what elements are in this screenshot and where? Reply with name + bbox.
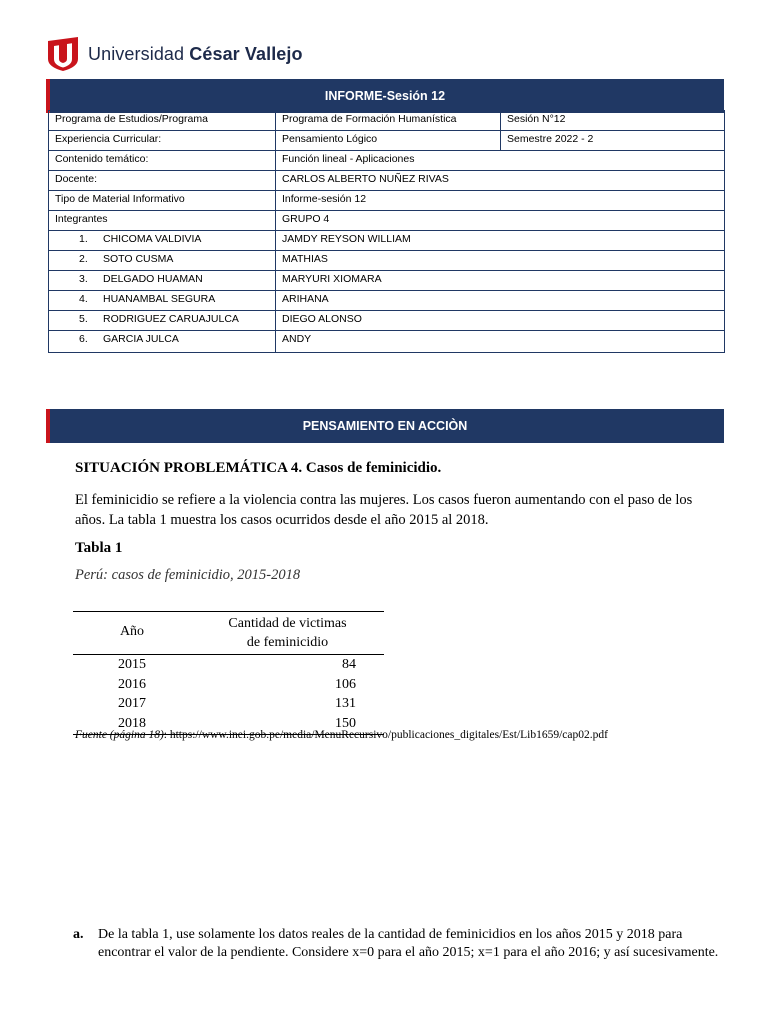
member-surname: 6. GARCIA JULCA	[49, 331, 276, 353]
year-cell: 2017	[118, 696, 146, 711]
member-name: MARYURI XIOMARA	[276, 271, 725, 291]
year-cell: 2015	[118, 657, 146, 672]
value-cell: 131	[335, 696, 356, 711]
member-row	[49, 331, 725, 353]
section-title: PENSAMIENTO EN ACCIÒN	[302, 419, 468, 433]
tipo-label: Tipo de Material Informativo	[49, 191, 276, 211]
table-cell: Semestre 2022 - 2	[501, 131, 725, 151]
member-name: JAMDY REYSON WILLIAM	[276, 231, 725, 251]
member-row	[49, 291, 725, 311]
member-name: MATHIAS	[276, 251, 725, 271]
col-count-header: Cantidad de victimas de feminicidio	[228, 616, 347, 650]
table-row	[73, 695, 384, 715]
table-row	[73, 656, 384, 676]
member-surname: 2. SOTO CUSMA	[49, 251, 276, 271]
question-text: De la tabla 1, use solamente los datos reales de la cantidad de feminicidios en los años 2015 y 2018 para encontrar el valor de la pendiente. Considere x=0 para el año 2015; x=1 para el año 2016; y así sucesivamente.	[98, 927, 719, 960]
question-label: a.	[73, 927, 84, 942]
table-source: Fuente (página 18): https://www.inei.gob.pe/media/MenuRecursivo/publicaciones_digitales/Est/Lib1659/cap02.pdf	[75, 729, 608, 741]
member-row	[49, 271, 725, 291]
integrantes-value: GRUPO 4	[276, 211, 725, 231]
table-cell: Sesión N°12	[501, 111, 725, 131]
informe-title: INFORME-Sesión 12	[324, 89, 446, 103]
ucv-shield-icon	[48, 37, 78, 71]
problem-title: SITUACIÓN PROBLEMÁTICA 4. Casos de feminicidio.	[75, 460, 442, 476]
section-title-band	[46, 409, 724, 443]
source-link: : https://www.inei.gob.pe/media/MenuRecursivo/publicaciones_digitales/Est/Lib1659/cap02.pdf	[163, 729, 608, 741]
docente-value: CARLOS ALBERTO NUÑEZ RIVAS	[276, 171, 725, 191]
table-cell: Programa de Estudios/Programa	[49, 111, 276, 131]
table-cell: Pensamiento Lógico	[276, 131, 501, 151]
university-logo	[48, 36, 303, 72]
informe-title-band	[46, 79, 724, 113]
value-cell: 150	[335, 715, 356, 731]
question-a	[73, 926, 723, 962]
docente-label: Docente:	[49, 171, 276, 191]
year-cell: 2018	[118, 715, 146, 731]
member-row	[49, 231, 725, 251]
member-surname: 3. DELGADO HUAMAN	[49, 271, 276, 291]
feminicide-table	[73, 611, 384, 735]
logo-text: Universidad César Vallejo	[88, 43, 303, 64]
table-cell: Experiencia Curricular:	[49, 131, 276, 151]
value-cell: 106	[335, 676, 356, 692]
table-row	[49, 211, 725, 231]
informe-table	[48, 110, 725, 353]
contenido-value: Función lineal - Aplicaciones	[276, 151, 725, 171]
table-row	[49, 191, 725, 211]
table-row	[49, 151, 725, 171]
table-header	[73, 612, 384, 655]
col-year-header: Año	[119, 624, 145, 639]
member-surname: 1. CHICOMA VALDIVIA	[49, 231, 276, 251]
table-row	[73, 676, 384, 696]
member-row	[49, 311, 725, 331]
value-cell: 84	[342, 657, 356, 672]
member-name: ARIHANA	[276, 291, 725, 311]
member-name: ANDY	[276, 331, 725, 353]
table-cell: Programa de Formación Humanística	[276, 111, 501, 131]
member-surname: 5. RODRIGUEZ CARUAJULCA	[49, 311, 276, 331]
year-cell: 2016	[118, 676, 146, 692]
member-surname: 4. HUANAMBAL SEGURA	[49, 291, 276, 311]
table-label: Tabla 1	[75, 540, 123, 556]
member-name: DIEGO ALONSO	[276, 311, 725, 331]
table-row	[49, 131, 725, 151]
table-row	[49, 111, 725, 131]
member-row	[49, 251, 725, 271]
integrantes-label: Integrantes	[49, 211, 276, 231]
contenido-label: Contenido temático:	[49, 151, 276, 171]
table-subtitle: Perú: casos de feminicidio, 2015-2018	[75, 567, 301, 583]
tipo-value: Informe-sesión 12	[276, 191, 725, 211]
table-row	[49, 171, 725, 191]
problem-paragraph: El feminicidio se refiere a la violencia contra las mujeres. Los casos fueron aumentando con el paso de los años. La tabla 1 muestra los casos ocurridos desde el año 2015 al 2018.	[75, 492, 693, 528]
